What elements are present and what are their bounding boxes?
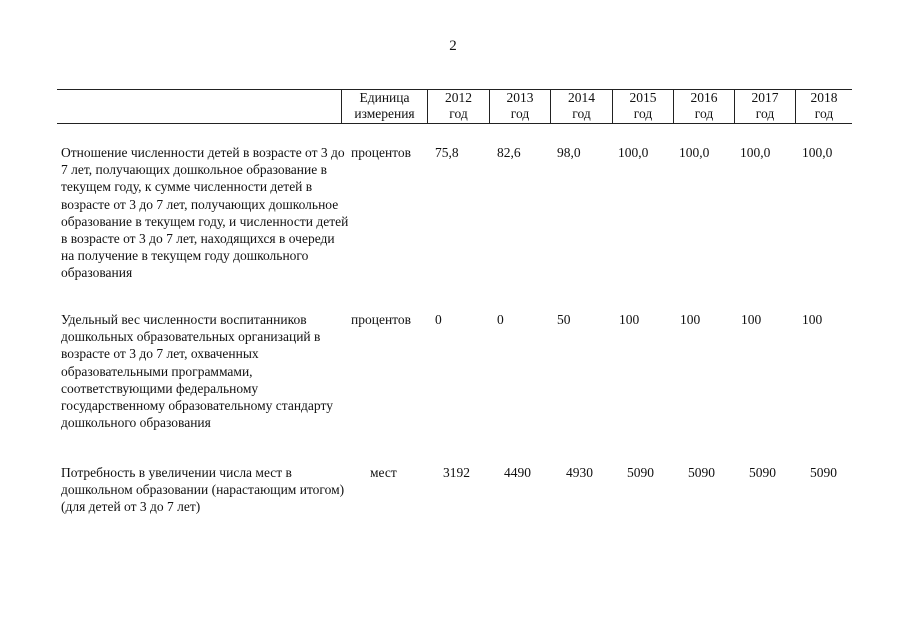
row-1-value-2016: 100,0 xyxy=(679,145,710,160)
row-2-value-2018: 100 xyxy=(802,312,823,327)
header-unit-line1: Единица xyxy=(359,90,410,105)
row-1-value-2014: 98,0 xyxy=(557,145,581,160)
header-unit xyxy=(341,90,427,123)
row-2-value-2012: 0 xyxy=(435,312,442,327)
header-year-2017 xyxy=(734,90,795,123)
row-2-value-2016: 100 xyxy=(680,312,701,327)
row-3-unit: мест xyxy=(370,465,397,480)
header-year: 2014 xyxy=(568,90,595,105)
row-1-description: Отношение численности детей в возрасте от 3 до 7 лет, получающих дошкольное образование в текущем году, к сумме численности детей в возрасте от 3 до 7 лет, получающих дошкольное образование в текущем году, и численности детей в возрасте от 3 до 7 лет, находящихся в очереди на получение в текущем году дошкольного образования xyxy=(61,145,349,281)
header-year-suffix: год xyxy=(510,106,530,121)
header-year-2012 xyxy=(427,90,489,123)
header-year-suffix: год xyxy=(694,106,714,121)
row-3-value-2014: 4930 xyxy=(566,465,593,480)
row-3-value-2016: 5090 xyxy=(688,465,715,480)
header-year-2013 xyxy=(489,90,550,123)
header-year-2014 xyxy=(550,90,612,123)
row-2-value-2013: 0 xyxy=(497,312,504,327)
header-year-suffix: год xyxy=(572,106,591,121)
header-year: 2017 xyxy=(751,90,779,105)
row-1-value-2018: 100,0 xyxy=(802,145,833,160)
header-year-2015 xyxy=(612,90,673,123)
row-3-value-2015: 5090 xyxy=(627,465,654,480)
header-year-suffix: год xyxy=(449,106,468,121)
row-2-value-2014: 50 xyxy=(557,312,571,327)
row-2-description: Удельный вес численности воспитанников дошкольных образовательных организаций в возрасте от 3 до 7 лет, охваченных образовательными программами, соответствующими федеральному государственному образовательному стандарту дошкольного образования xyxy=(61,312,333,431)
header-year-2018 xyxy=(795,90,852,123)
row-1-value-2012: 75,8 xyxy=(435,145,459,160)
header-year-suffix: год xyxy=(755,106,775,121)
header-year-suffix: год xyxy=(633,106,653,121)
header-year: 2018 xyxy=(810,90,838,105)
table-header-bottom-rule xyxy=(57,123,852,124)
header-year: 2012 xyxy=(445,90,472,105)
row-1-value-2017: 100,0 xyxy=(740,145,771,160)
header-year-2016 xyxy=(673,90,734,123)
header-year: 2015 xyxy=(629,90,657,105)
header-unit-line2: измерения xyxy=(354,106,415,121)
row-1-unit: процентов xyxy=(351,145,412,160)
page-number: 2 xyxy=(449,38,457,54)
row-3-value-2013: 4490 xyxy=(504,465,531,480)
row-3-value-2017: 5090 xyxy=(749,465,776,480)
row-3-description: Потребность в увеличении числа мест в дошкольном образовании (нарастающим итогом) (для детей от 3 до 7 лет) xyxy=(61,465,345,515)
header-year: 2016 xyxy=(690,90,718,105)
row-3-value-2018: 5090 xyxy=(810,465,837,480)
row-1-value-2015: 100,0 xyxy=(618,145,649,160)
row-1-value-2013: 82,6 xyxy=(497,145,521,160)
header-year: 2013 xyxy=(506,90,534,105)
row-2-value-2017: 100 xyxy=(741,312,762,327)
row-3-value-2012: 3192 xyxy=(443,465,470,480)
header-year-suffix: год xyxy=(814,106,834,121)
row-2-unit: процентов xyxy=(351,312,412,327)
row-2-value-2015: 100 xyxy=(619,312,640,327)
